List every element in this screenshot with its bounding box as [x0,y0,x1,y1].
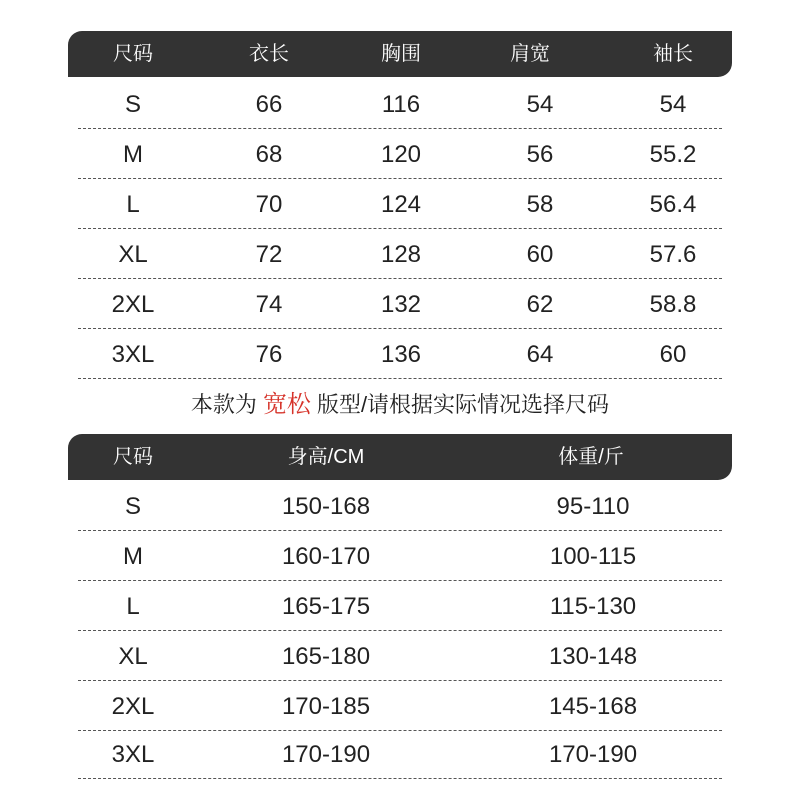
cell-shoulder: 54 [526,91,554,118]
cell-size: S [124,91,142,118]
cell-weight: 170-190 [548,741,638,768]
header-shoulder: 肩宽 [510,43,550,65]
cell-height: 170-190 [281,741,371,768]
cell-length: 74 [255,291,283,318]
cell-chest: 128 [380,241,422,268]
cell-size: M [123,543,143,570]
cell-sleeve: 56.4 [649,191,697,218]
cell-height: 170-185 [281,693,371,720]
fit-note [0,386,800,424]
cell-sleeve: 57.6 [649,241,697,268]
table-row [78,631,722,681]
cell-size: 2XL [111,693,155,720]
cell-weight: 100-115 [549,543,637,570]
cell-size: S [124,493,142,520]
table-row [78,581,722,631]
cell-shoulder: 56 [526,141,554,168]
cell-height: 165-180 [281,643,371,670]
header-height: 身高/CM [287,446,365,468]
cell-size: L [126,593,140,620]
cell-shoulder: 64 [526,341,554,368]
cell-height: 165-175 [281,593,371,620]
header-chest: 胸围 [381,43,421,65]
cell-weight: 115-130 [549,593,637,620]
table-row [78,79,722,129]
cell-chest: 132 [380,291,422,318]
cell-length: 72 [255,241,283,268]
header-size: 尺码 [113,43,153,65]
header-weight: 体重/斤 [558,446,624,468]
cell-size: M [123,141,143,168]
fit-table-header [68,434,732,480]
cell-size: 3XL [111,341,155,368]
table-row [78,531,722,581]
table-row [78,179,722,229]
cell-sleeve: 54 [659,91,687,118]
cell-chest: 120 [380,141,422,168]
cell-sleeve: 58.8 [649,291,697,318]
cell-sleeve: 55.2 [649,141,697,168]
table-row [78,229,722,279]
cell-length: 66 [255,91,283,118]
cell-size: 3XL [111,741,155,768]
cell-height: 150-168 [281,493,371,520]
header-sleeve: 袖长 [653,43,693,65]
cell-sleeve: 60 [659,341,687,368]
cell-shoulder: 58 [526,191,554,218]
table-row [78,129,722,179]
header-size: 尺码 [113,446,153,468]
table-row [78,279,722,329]
cell-shoulder: 60 [526,241,554,268]
cell-shoulder: 62 [526,291,554,318]
cell-size: 2XL [111,291,155,318]
cell-size: XL [118,643,148,670]
cell-length: 68 [255,141,283,168]
fit-note-highlight: 宽松 [262,391,311,418]
size-table-header [68,31,732,77]
cell-size: L [126,191,140,218]
cell-size: XL [118,241,148,268]
table-row [78,329,722,379]
table-row [78,729,722,779]
header-length: 衣长 [249,43,289,65]
cell-weight: 145-168 [548,693,638,720]
cell-chest: 124 [380,191,422,218]
cell-weight: 95-110 [556,493,630,520]
cell-weight: 130-148 [548,643,638,670]
cell-length: 76 [255,341,283,368]
cell-length: 70 [255,191,283,218]
cell-chest: 116 [381,91,421,118]
fit-note-prefix: 本款为 [190,392,257,417]
fit-note-suffix: 版型/请根据实际情况选择尺码 [316,392,610,417]
cell-height: 160-170 [281,543,371,570]
table-row [78,681,722,731]
table-row [78,481,722,531]
cell-chest: 136 [380,341,422,368]
